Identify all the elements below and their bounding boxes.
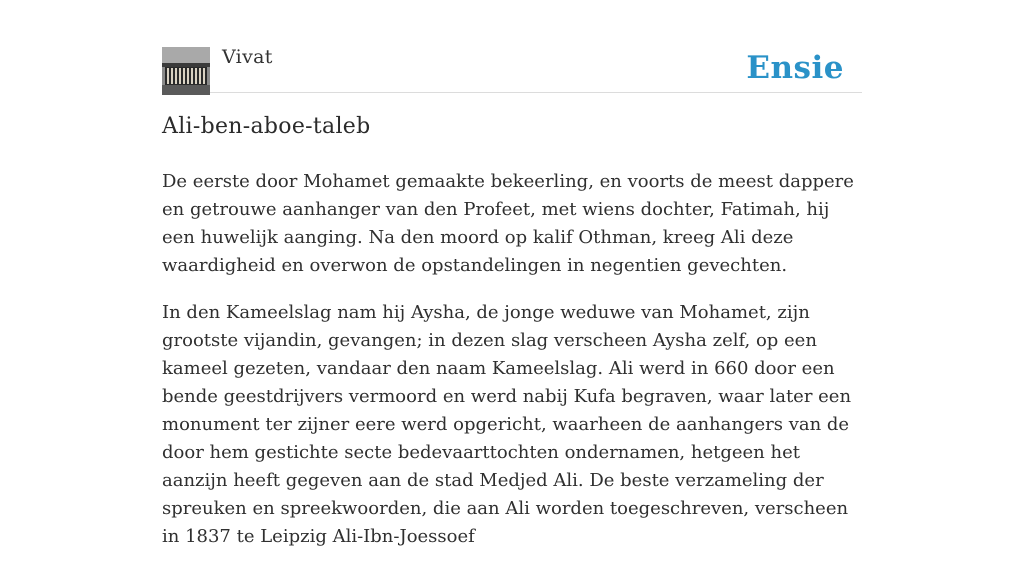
avatar-image [162, 47, 210, 95]
header [162, 40, 862, 93]
avatar[interactable] [162, 47, 210, 95]
author-name[interactable]: Vivat [222, 46, 273, 68]
article-paragraph: In den Kameelslag nam hij Aysha, de jonge weduwe van Mohamet, zijn grootste vijandin, gevangen; in dezen slag verscheen Aysha zelf, op een kameel gezeten, vandaar den naam Kameelslag. Ali werd in 660 door een bende geestdrijvers vermoord en werd nabij Kufa begraven, waar later een monument ter zijner eere werd opgericht, waarheen de aanhangers van de door hem gestichte secte bedevaarttochten ondernamen, hetgeen het aanzijn heeft gegeven aan de stad Medjed Ali. De beste verzameling der spreuken en spreekwoorden, die aan Ali worden toegeschreven, verscheen in 1837 te Leipzig Ali-Ibn-Joessoef [162, 302, 852, 547]
article-paragraph: De eerste door Mohamet gemaakte bekeerling, en voorts de meest dappere en getrouwe aanhanger van den Profeet, met wiens dochter, Fatimah, hij een huwelijk aanging. Na den moord op kalif Othman, kreeg Ali deze waardigheid en overwon de opstandelingen in negentien gevechten. [162, 171, 854, 276]
brand-logo[interactable]: Ensie [746, 50, 844, 86]
page-title: Ali-ben-aboe-taleb [162, 114, 371, 139]
article-body [162, 168, 862, 570]
